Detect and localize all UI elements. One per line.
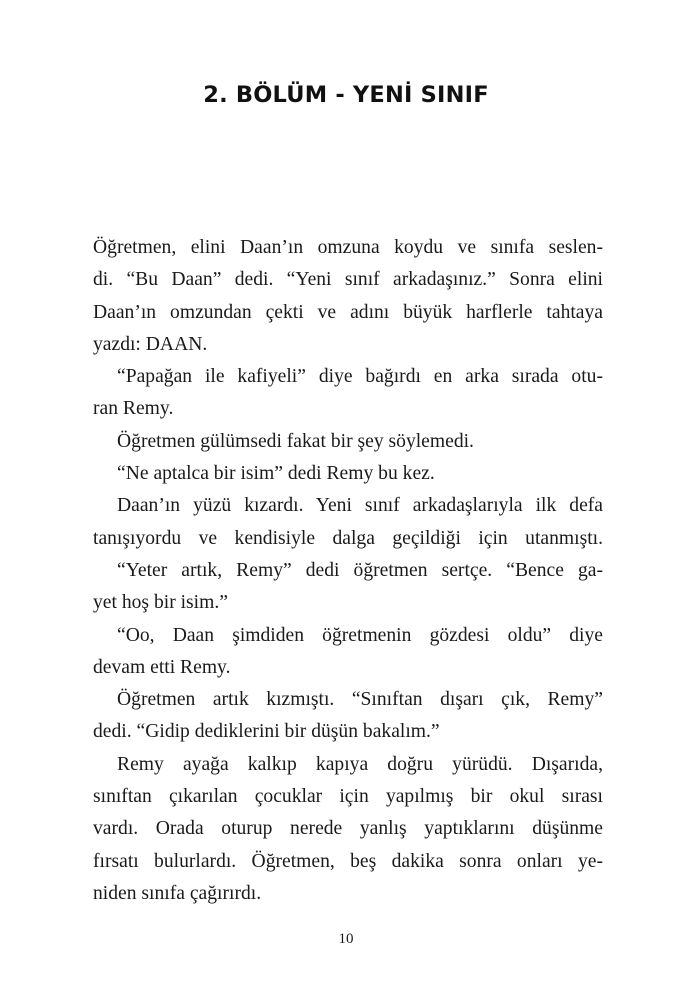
text-line: fırsatı bulurlardı. Öğretmen, beş dakika sonra onları ye- [93,850,603,872]
text-line: Remy ayağa kalkıp kapıya doğru yürüdü. Dışarıda, [117,753,603,775]
text-line: di. “Bu Daan” dedi. “Yeni sınıf arkadaşınız.” Sonra elini [93,269,603,291]
text-line: Öğretmen, elini Daan’ın omzuna koydu ve sınıfa seslen- [93,237,603,258]
text-line: Öğretmen gülümsedi fakat bir şey söylemedi. [117,430,474,452]
text-line: Daan’ın omzundan çekti ve adını büyük harflerle tahtaya [93,301,603,323]
text-line: “Yeter artık, Remy” dedi öğretmen sertçe. “Bence ga- [117,559,603,581]
text-line: vardı. Orada oturup nerede yanlış yaptıklarını düşünme [93,818,603,840]
page-number: 10 [338,931,354,947]
text-line: “Oo, Daan şimdiden öğretmenin gözdesi oldu” diye [117,624,603,646]
body-text [93,232,603,910]
text-line: “Ne aptalca bir isim” dedi Remy bu kez. [117,463,435,485]
text-line: dedi. “Gidip dediklerini bir düşün bakalım.” [93,721,440,743]
text-line: devam etti Remy. [93,656,231,678]
text-line: yazdı: DAAN. [93,333,208,355]
text-line: ran Remy. [93,398,174,420]
text-line: yet hoş bir isim.” [93,592,228,614]
text-line: tanışıyordu ve kendisiyle dalga geçildiği için utanmıştı. [93,527,603,549]
text-line: niden sınıfa çağırırdı. [93,882,262,904]
text-line: Öğretmen artık kızmıştı. “Sınıftan dışarı çık, Remy” [117,689,603,711]
text-line: Daan’ın yüzü kızardı. Yeni sınıf arkadaşlarıyla ilk defa [117,495,603,517]
text-line: sınıftan çıkarılan çocuklar için yapılmış bir okul sırası [93,786,603,808]
chapter-title: 2. BÖLÜM - YENİ SINIF [203,82,489,108]
text-line: “Papağan ile kafiyeli” diye bağırdı en arka sırada otu- [117,366,603,388]
